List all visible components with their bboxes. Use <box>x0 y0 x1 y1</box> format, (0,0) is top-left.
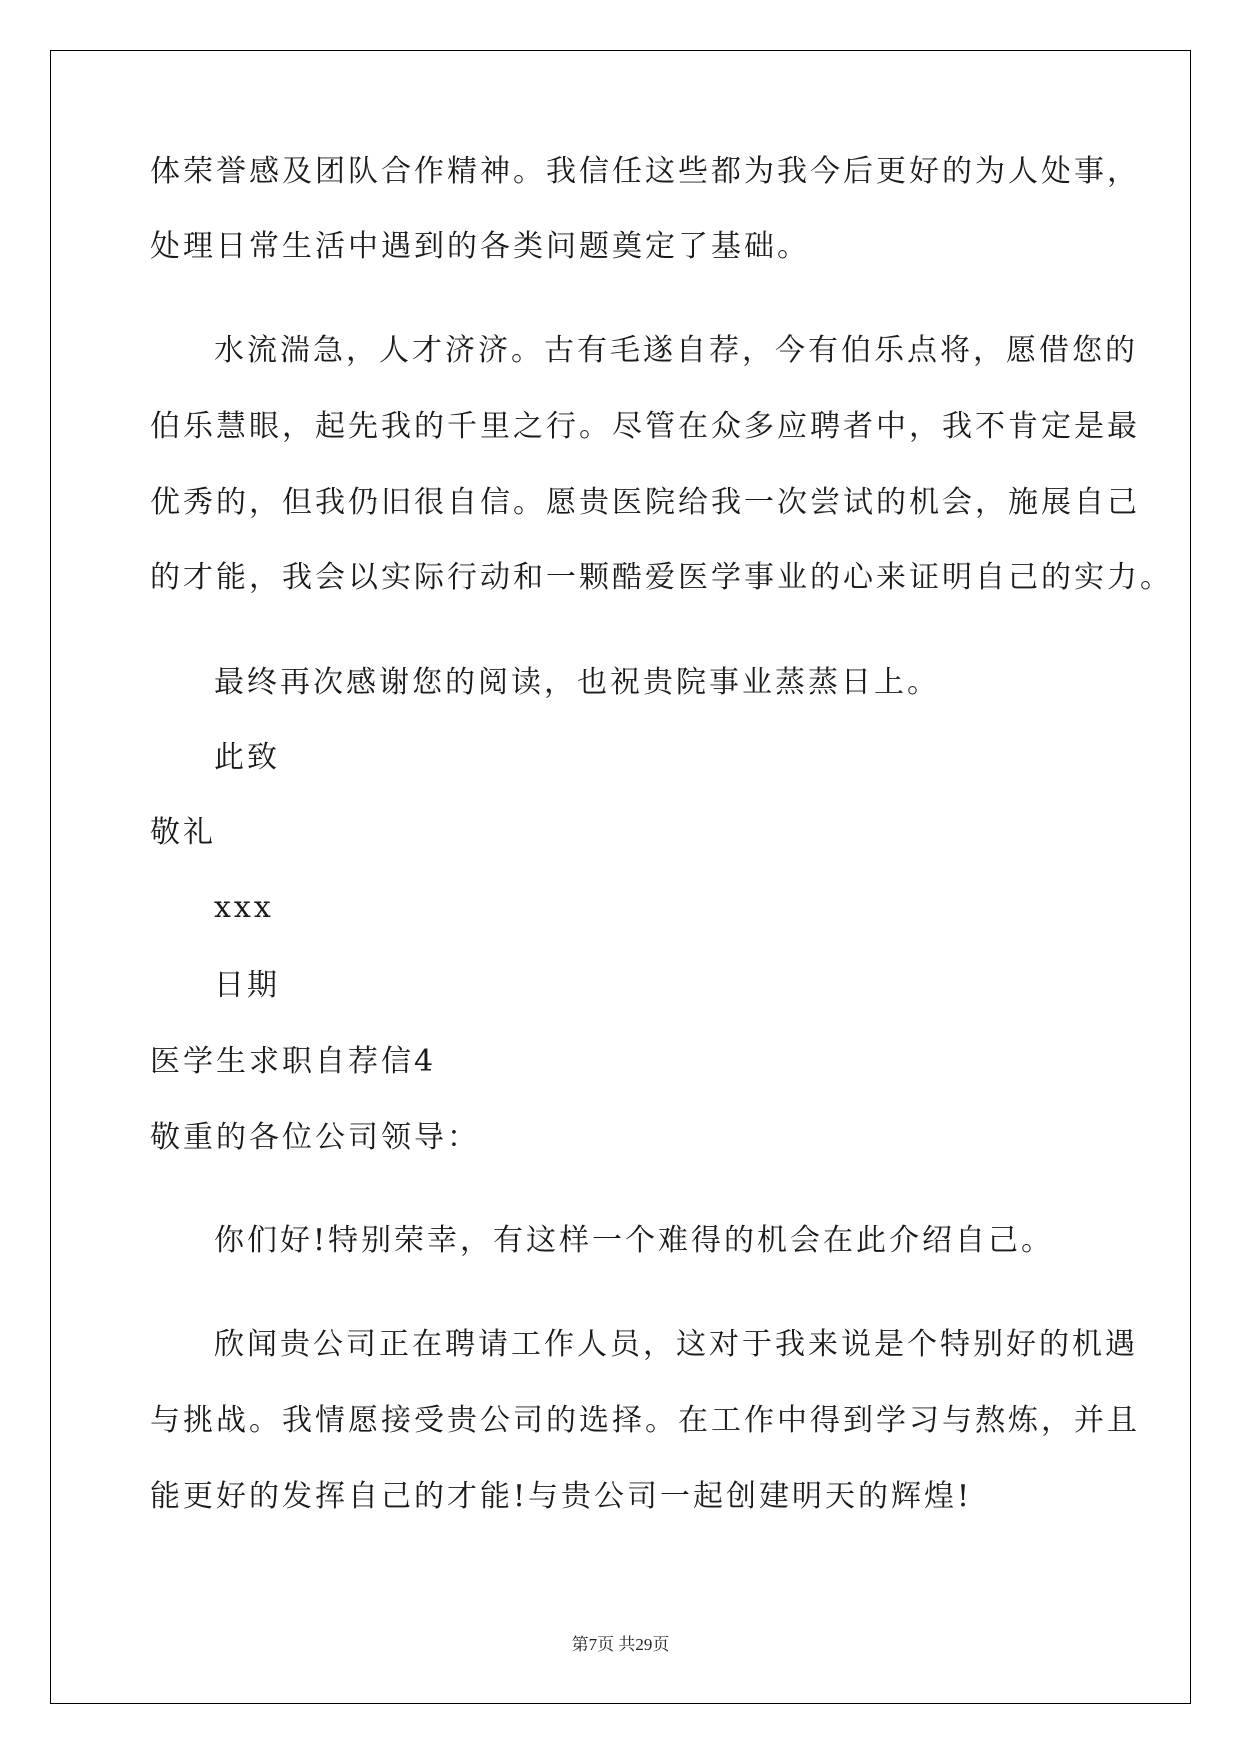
text-line: 日期 <box>214 968 280 1003</box>
text-line: 你们好!特别荣幸，有这样一个难得的机会在此介绍自己。 <box>214 1223 1055 1258</box>
section-heading: 医学生求职自荐信4 <box>150 1044 437 1079</box>
text-line: 体荣誉感及团队合作精神。我信任这些都为我今后更好的为人处事， <box>150 154 1140 189</box>
text-line: 能更好的发挥自己的才能!与贵公司一起创建明天的辉煌! <box>150 1479 973 1514</box>
text-line: 此致 <box>214 740 280 775</box>
text-line: 最终再次感谢您的阅读，也祝贵院事业蒸蒸日上。 <box>214 665 940 700</box>
text-line: 与挑战。我情愿接受贵公司的选择。在工作中得到学习与熬炼，并且 <box>150 1403 1140 1438</box>
salutation: 敬重的各位公司领导： <box>150 1120 480 1155</box>
page-border <box>50 50 1191 1704</box>
text-line: 优秀的，但我仍旧很自信。愿贵医院给我一次尝试的机会，施展自己 <box>150 485 1140 520</box>
text-line: 敬礼 <box>150 815 216 850</box>
text-line: 的才能，我会以实际行动和一颗酷爱医学事业的心来证明自己的实力。 <box>150 560 1173 595</box>
text-line: xxx <box>214 890 274 925</box>
page-number: 第7页 共29页 <box>571 1635 670 1654</box>
text-line: 欣闻贵公司正在聘请工作人员，这对于我来说是个特别好的机遇 <box>214 1327 1138 1362</box>
text-line: 水流湍急，人才济济。古有毛遂自荐，今有伯乐点将，愿借您的 <box>214 333 1138 368</box>
text-line: 伯乐慧眼，起先我的千里之行。尽管在众多应聘者中，我不肯定是最 <box>150 409 1140 444</box>
text-line: 处理日常生活中遇到的各类问题奠定了基础。 <box>150 229 810 264</box>
